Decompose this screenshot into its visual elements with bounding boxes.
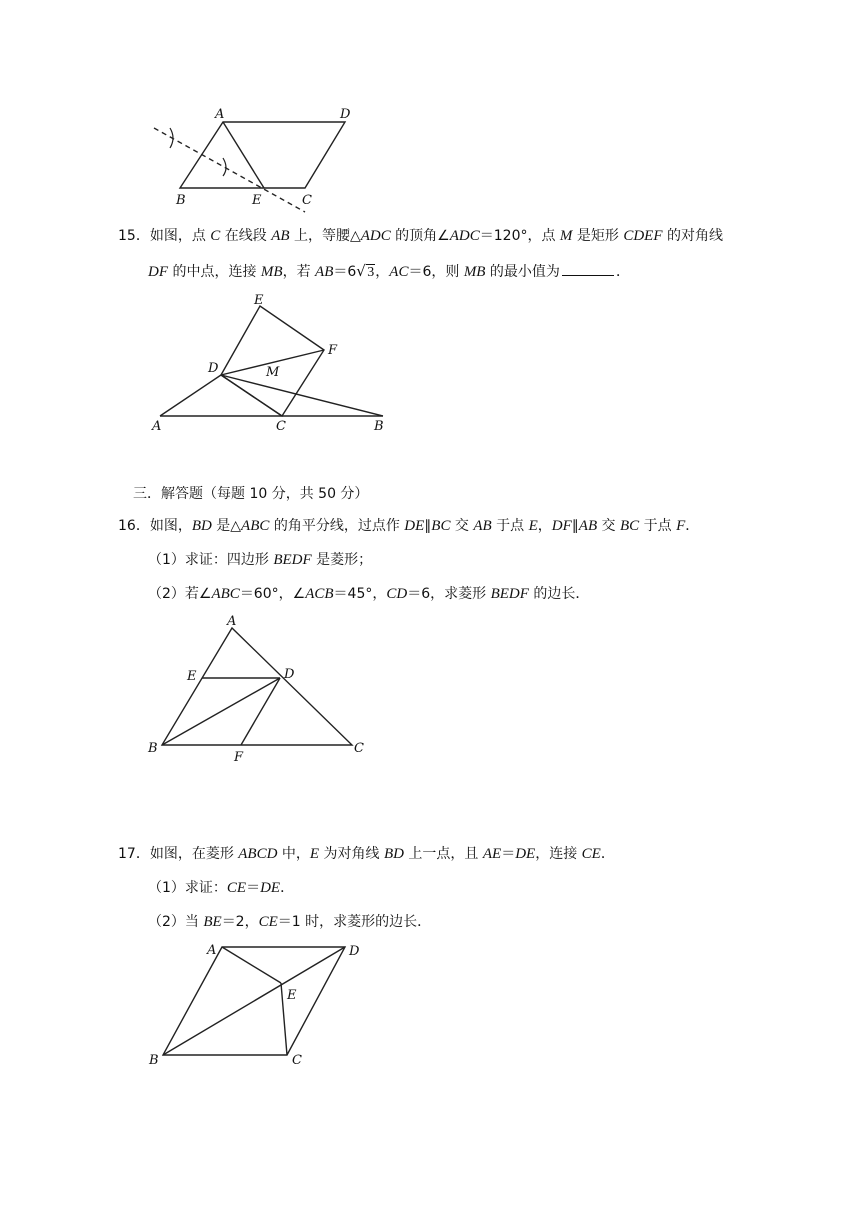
section-3-heading: 三．解答题（每题 10 分，共 50 分）	[133, 486, 369, 502]
q17-var: DE	[260, 880, 281, 896]
label-d: D	[340, 107, 351, 122]
q17-text: ．	[280, 880, 295, 896]
segment-db	[221, 375, 383, 416]
q15-text: 的最小值为	[485, 264, 560, 280]
figure-16-triangle-rhombus	[145, 612, 375, 767]
q16-var: F	[676, 518, 686, 534]
label-c: C	[302, 193, 312, 208]
triangle-abc	[162, 628, 352, 745]
q16-text: 是菱形；	[311, 552, 373, 568]
q16-var: BC	[620, 518, 640, 534]
q17-text: ＝	[246, 880, 261, 896]
parallelogram-abcd	[180, 122, 345, 188]
q15-var: MB	[260, 264, 283, 280]
q15-line2	[148, 261, 630, 283]
label-b: B	[374, 419, 384, 434]
label-e: E	[187, 669, 197, 684]
q15-text: ＝6	[333, 264, 357, 280]
q16-sub1	[148, 550, 372, 570]
q15-var: MB	[463, 264, 486, 280]
q16-text: 的角平分线，过点作	[269, 518, 405, 534]
q15-text: 上，等腰△	[289, 228, 361, 244]
label-b: B	[149, 1053, 159, 1068]
q17-text: （2）当	[148, 914, 204, 930]
label-e: E	[252, 193, 262, 208]
q16-text: ＝6，求菱形	[407, 586, 491, 602]
label-c: C	[292, 1053, 302, 1068]
q15-text: 在线段	[220, 228, 272, 244]
q15-text: ，若	[282, 264, 316, 280]
label-b: B	[176, 193, 186, 208]
q17-text: ＝2，	[221, 914, 259, 930]
label-a: A	[152, 419, 162, 434]
q17-text: 上一点，且	[403, 846, 483, 862]
q16-text: ＝60°，∠	[239, 586, 306, 602]
q16-text: （1）求证：四边形	[148, 552, 274, 568]
q15-var: AB	[271, 228, 290, 244]
q15-var: CDEF	[623, 228, 663, 244]
figure-17-rhombus	[145, 938, 375, 1073]
q16-var: CD	[386, 586, 408, 602]
q15-text: ＝6，则	[408, 264, 464, 280]
q16-line1	[118, 516, 699, 536]
label-f: F	[234, 750, 244, 765]
q15-var: AB	[315, 264, 334, 280]
q17-text: ．	[600, 846, 615, 862]
segment-ad	[160, 375, 221, 416]
q17-text: 为对角线	[319, 846, 384, 862]
q17-var: DE	[515, 846, 536, 862]
q17-var: BE	[203, 914, 222, 930]
q15-var: C	[210, 228, 221, 244]
q15-text: 的对角线	[662, 228, 723, 244]
q16-var: BC	[431, 518, 451, 534]
q17-var: AE	[482, 846, 502, 862]
q16-var: BEDF	[490, 586, 529, 602]
q16-text: 于点	[639, 518, 677, 534]
q15-text: ，	[375, 264, 390, 280]
label-e: E	[254, 293, 264, 308]
label-m: M	[266, 365, 280, 380]
q16-var: AB	[578, 518, 598, 534]
q16-text: ∥	[424, 518, 432, 534]
q16-text: ．	[685, 518, 700, 534]
q17-text: （1）求证：	[148, 880, 227, 896]
q15-text: 的中点，连接	[168, 264, 261, 280]
segment-bd	[162, 678, 280, 745]
q15-text: 的顶角∠	[390, 228, 450, 244]
label-e: E	[287, 988, 297, 1003]
q16-text: 交	[450, 518, 474, 534]
q16-var: AB	[473, 518, 492, 534]
q16-var: BD	[191, 518, 212, 534]
q16-text: 是△	[211, 518, 242, 534]
segment-df	[241, 678, 280, 745]
q16-var: E	[528, 518, 538, 534]
q16-text: ＝45°，	[333, 586, 387, 602]
q16-var: ABC	[241, 518, 270, 534]
q16-text: （2）若∠	[148, 586, 212, 602]
q15-var: M	[559, 228, 573, 244]
q17-text: 中，	[277, 846, 310, 862]
q15-text: ＝120°，点	[479, 228, 560, 244]
construction-arc-2	[223, 158, 226, 176]
q16-var: DE	[404, 518, 425, 534]
figure-15-triangle-rectangle	[148, 290, 393, 435]
diagonal-bd	[163, 947, 345, 1055]
q17-text: 17．如图，在菱形	[118, 846, 239, 862]
q15-var: ADC	[449, 228, 480, 244]
label-c: C	[354, 741, 364, 756]
q15-text: ．	[615, 264, 630, 280]
q15-text: 是矩形	[572, 228, 624, 244]
q16-text: 的边长．	[528, 586, 590, 602]
q15-var: AC	[389, 264, 409, 280]
q17-var: ABCD	[238, 846, 278, 862]
q17-text: ，连接	[535, 846, 582, 862]
q15-var: DF	[148, 264, 168, 280]
sqrt-expression: √ 3	[356, 262, 375, 280]
q17-sub2	[148, 912, 431, 932]
label-a: A	[207, 943, 217, 958]
q16-var: ABC	[211, 586, 240, 602]
q16-var: DF	[551, 518, 572, 534]
q15-var: ADC	[360, 228, 391, 244]
rectangle-cdef	[221, 306, 324, 416]
q16-text: ，	[537, 518, 552, 534]
q17-text: ＝	[501, 846, 516, 862]
q17-var: E	[309, 846, 320, 862]
q16-text: 交	[597, 518, 621, 534]
q16-var: BEDF	[273, 552, 312, 568]
q16-var: ACB	[305, 586, 334, 602]
q17-sub1	[148, 878, 294, 898]
label-f: F	[328, 343, 338, 358]
label-d: D	[284, 667, 295, 682]
figure-14-parallelogram	[140, 100, 360, 215]
q17-var: CE	[258, 914, 278, 930]
q17-var: CE	[581, 846, 601, 862]
sqrt-radicand: 3	[367, 265, 375, 280]
q16-text: ∥	[571, 518, 579, 534]
q16-text: 16．如图，	[118, 518, 192, 534]
q17-text: ＝1 时，求菱形的边长．	[277, 914, 432, 930]
label-d: D	[208, 361, 219, 376]
q17-line1	[118, 844, 615, 864]
q15-text: 15．如图，点	[118, 228, 211, 244]
label-d: D	[349, 944, 360, 959]
label-b: B	[148, 741, 158, 756]
label-a: A	[227, 614, 237, 629]
label-a: A	[215, 107, 225, 122]
q17-var: CE	[226, 880, 247, 896]
answer-blank[interactable]	[562, 261, 614, 276]
q16-sub2	[148, 584, 589, 604]
label-c: C	[276, 419, 286, 434]
q17-var: BD	[383, 846, 404, 862]
q16-text: 于点	[491, 518, 529, 534]
segment-ae	[222, 947, 281, 983]
q15-line1	[118, 226, 723, 246]
